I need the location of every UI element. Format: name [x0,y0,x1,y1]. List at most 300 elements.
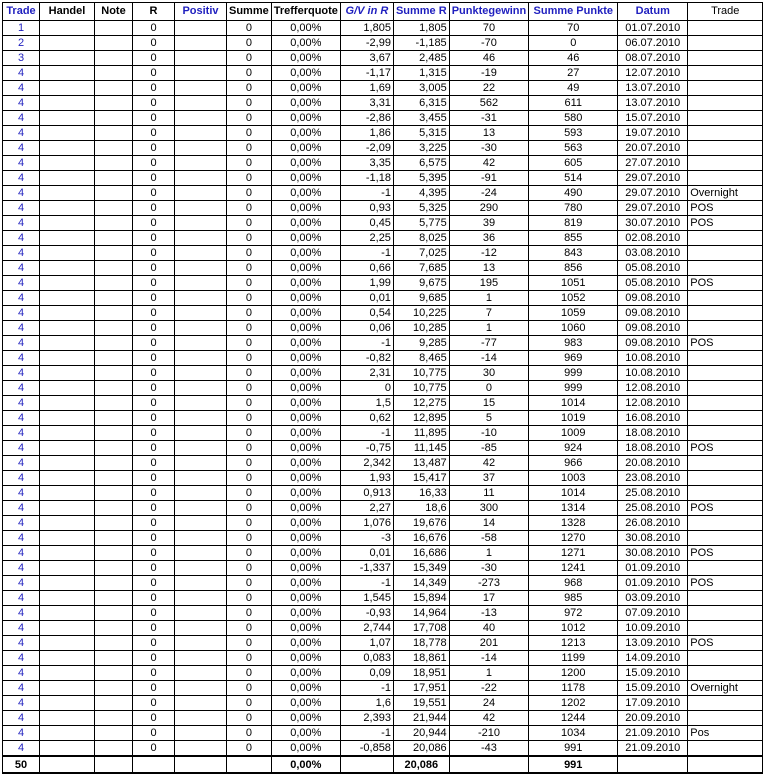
cell-summe[interactable]: 0 [227,321,272,336]
cell-trade-type[interactable] [688,471,763,486]
cell-trade[interactable]: 4 [3,126,40,141]
cell-punktegewinn[interactable]: 201 [449,636,529,651]
cell-trade[interactable]: 4 [3,396,40,411]
cell-trade-type[interactable]: Pos [688,726,763,741]
cell-trade-type[interactable] [688,261,763,276]
cell-trade-type[interactable]: POS [688,501,763,516]
cell-trade[interactable]: 4 [3,576,40,591]
cell-trade-type[interactable] [688,666,763,681]
cell-gv-in-r[interactable]: 1,93 [340,471,393,486]
cell-summe[interactable]: 0 [227,66,272,81]
cell-trefferquote[interactable]: 0,00% [271,81,340,96]
cell-note[interactable] [95,711,133,726]
cell-handel[interactable] [40,456,95,471]
cell-r[interactable]: 0 [133,486,175,501]
cell-summe[interactable]: 0 [227,351,272,366]
total-empty-cell[interactable] [618,756,688,773]
cell-handel[interactable] [40,711,95,726]
total-empty-cell[interactable] [227,756,272,773]
cell-trefferquote[interactable]: 0,00% [271,441,340,456]
cell-note[interactable] [95,171,133,186]
cell-summe[interactable]: 0 [227,666,272,681]
cell-handel[interactable] [40,621,95,636]
cell-punktegewinn[interactable]: 7 [449,306,529,321]
cell-summe[interactable]: 0 [227,246,272,261]
cell-positiv[interactable] [175,531,227,546]
cell-note[interactable] [95,636,133,651]
cell-summe[interactable]: 0 [227,231,272,246]
cell-punktegewinn[interactable]: 17 [449,591,529,606]
cell-datum[interactable]: 30.08.2010 [618,531,688,546]
col-header-trade-type[interactable]: Trade [688,3,763,21]
cell-handel[interactable] [40,471,95,486]
cell-punktegewinn[interactable]: -91 [449,171,529,186]
cell-summe[interactable]: 0 [227,36,272,51]
cell-datum[interactable]: 21.09.2010 [618,726,688,741]
cell-datum[interactable]: 30.07.2010 [618,216,688,231]
cell-summe-punkte[interactable]: 0 [529,36,618,51]
cell-punktegewinn[interactable]: 24 [449,696,529,711]
cell-datum[interactable]: 29.07.2010 [618,201,688,216]
cell-punktegewinn[interactable]: -12 [449,246,529,261]
cell-r[interactable]: 0 [133,51,175,66]
cell-note[interactable] [95,606,133,621]
cell-positiv[interactable] [175,651,227,666]
cell-trade-type[interactable] [688,486,763,501]
col-header-trefferquote[interactable]: Trefferquote [271,3,340,21]
cell-summe[interactable]: 0 [227,156,272,171]
cell-summe-r[interactable]: 4,395 [393,186,449,201]
cell-handel[interactable] [40,201,95,216]
cell-summe[interactable]: 0 [227,696,272,711]
cell-trefferquote[interactable]: 0,00% [271,741,340,757]
cell-gv-in-r[interactable]: 2,744 [340,621,393,636]
cell-handel[interactable] [40,216,95,231]
cell-gv-in-r[interactable]: -2,86 [340,111,393,126]
cell-summe-punkte[interactable]: 1009 [529,426,618,441]
cell-summe-punkte[interactable]: 27 [529,66,618,81]
cell-summe-punkte[interactable]: 968 [529,576,618,591]
cell-note[interactable] [95,621,133,636]
cell-note[interactable] [95,216,133,231]
cell-summe-r[interactable]: 9,285 [393,336,449,351]
cell-summe-punkte[interactable]: 985 [529,591,618,606]
cell-punktegewinn[interactable]: 300 [449,501,529,516]
cell-note[interactable] [95,546,133,561]
cell-positiv[interactable] [175,366,227,381]
cell-punktegewinn[interactable]: 562 [449,96,529,111]
cell-positiv[interactable] [175,426,227,441]
cell-summe-r[interactable]: 21,944 [393,711,449,726]
cell-trade-type[interactable] [688,36,763,51]
cell-r[interactable]: 0 [133,711,175,726]
cell-trade[interactable]: 4 [3,456,40,471]
cell-punktegewinn[interactable]: -273 [449,576,529,591]
cell-summe-punkte[interactable]: 514 [529,171,618,186]
cell-summe[interactable]: 0 [227,501,272,516]
cell-datum[interactable]: 19.07.2010 [618,126,688,141]
cell-note[interactable] [95,696,133,711]
cell-positiv[interactable] [175,201,227,216]
col-header-gv-in-r[interactable]: G/V in R [340,3,393,21]
cell-trefferquote[interactable]: 0,00% [271,381,340,396]
cell-positiv[interactable] [175,516,227,531]
cell-r[interactable]: 0 [133,276,175,291]
cell-summe-r[interactable]: 17,708 [393,621,449,636]
cell-note[interactable] [95,561,133,576]
cell-summe-punkte[interactable]: 1051 [529,276,618,291]
cell-summe-r[interactable]: 16,676 [393,531,449,546]
cell-trade[interactable]: 4 [3,216,40,231]
cell-gv-in-r[interactable]: 0 [340,381,393,396]
cell-punktegewinn[interactable]: -30 [449,561,529,576]
cell-trefferquote[interactable]: 0,00% [271,276,340,291]
cell-summe-r[interactable]: 6,575 [393,156,449,171]
cell-datum[interactable]: 15.09.2010 [618,681,688,696]
cell-handel[interactable] [40,636,95,651]
cell-gv-in-r[interactable]: -1 [340,681,393,696]
cell-punktegewinn[interactable]: 11 [449,486,529,501]
cell-trade-type[interactable] [688,696,763,711]
cell-datum[interactable]: 29.07.2010 [618,171,688,186]
cell-summe-punkte[interactable]: 969 [529,351,618,366]
cell-summe[interactable]: 0 [227,486,272,501]
cell-gv-in-r[interactable]: 3,31 [340,96,393,111]
cell-trade[interactable]: 4 [3,171,40,186]
cell-datum[interactable]: 06.07.2010 [618,36,688,51]
col-header-datum[interactable]: Datum [618,3,688,21]
cell-trefferquote[interactable]: 0,00% [271,216,340,231]
cell-note[interactable] [95,96,133,111]
cell-punktegewinn[interactable]: -70 [449,36,529,51]
cell-summe-punkte[interactable]: 1244 [529,711,618,726]
col-header-note[interactable]: Note [95,3,133,21]
cell-trefferquote[interactable]: 0,00% [271,396,340,411]
total-trades[interactable]: 50 [3,756,40,773]
cell-datum[interactable]: 18.08.2010 [618,441,688,456]
cell-trade[interactable]: 4 [3,441,40,456]
cell-datum[interactable]: 13.07.2010 [618,96,688,111]
cell-datum[interactable]: 10.08.2010 [618,366,688,381]
cell-summe-punkte[interactable]: 1314 [529,501,618,516]
cell-trade-type[interactable] [688,246,763,261]
cell-positiv[interactable] [175,396,227,411]
cell-positiv[interactable] [175,681,227,696]
cell-trade[interactable]: 4 [3,726,40,741]
cell-trade-type[interactable] [688,561,763,576]
cell-handel[interactable] [40,321,95,336]
cell-trefferquote[interactable]: 0,00% [271,96,340,111]
cell-punktegewinn[interactable]: 37 [449,471,529,486]
cell-r[interactable]: 0 [133,426,175,441]
cell-datum[interactable]: 01.09.2010 [618,561,688,576]
cell-summe-r[interactable]: 9,675 [393,276,449,291]
cell-note[interactable] [95,381,133,396]
cell-gv-in-r[interactable]: 3,35 [340,156,393,171]
cell-gv-in-r[interactable]: -1 [340,186,393,201]
cell-trade[interactable]: 4 [3,291,40,306]
cell-datum[interactable]: 12.08.2010 [618,396,688,411]
cell-summe[interactable]: 0 [227,606,272,621]
cell-punktegewinn[interactable]: -24 [449,186,529,201]
cell-punktegewinn[interactable]: -13 [449,606,529,621]
cell-handel[interactable] [40,336,95,351]
cell-r[interactable]: 0 [133,681,175,696]
cell-summe-r[interactable]: 2,485 [393,51,449,66]
cell-gv-in-r[interactable]: 0,54 [340,306,393,321]
cell-handel[interactable] [40,261,95,276]
cell-gv-in-r[interactable]: 2,342 [340,456,393,471]
cell-handel[interactable] [40,66,95,81]
cell-summe[interactable]: 0 [227,171,272,186]
cell-gv-in-r[interactable]: 0,01 [340,546,393,561]
cell-punktegewinn[interactable]: -19 [449,66,529,81]
cell-note[interactable] [95,486,133,501]
cell-r[interactable]: 0 [133,186,175,201]
cell-trade-type[interactable] [688,126,763,141]
cell-summe[interactable]: 0 [227,651,272,666]
cell-trade-type[interactable]: POS [688,576,763,591]
cell-trade-type[interactable] [688,321,763,336]
cell-trade-type[interactable] [688,351,763,366]
cell-summe[interactable]: 0 [227,621,272,636]
cell-summe[interactable]: 0 [227,456,272,471]
cell-trade-type[interactable] [688,516,763,531]
cell-r[interactable]: 0 [133,246,175,261]
cell-trade-type[interactable] [688,66,763,81]
cell-note[interactable] [95,531,133,546]
cell-gv-in-r[interactable]: -1 [340,576,393,591]
cell-summe-punkte[interactable]: 966 [529,456,618,471]
cell-trefferquote[interactable]: 0,00% [271,696,340,711]
cell-positiv[interactable] [175,66,227,81]
cell-note[interactable] [95,411,133,426]
cell-gv-in-r[interactable]: 0,09 [340,666,393,681]
cell-gv-in-r[interactable]: 0,06 [340,321,393,336]
cell-datum[interactable]: 25.08.2010 [618,486,688,501]
cell-trade[interactable]: 4 [3,81,40,96]
cell-datum[interactable]: 20.08.2010 [618,456,688,471]
cell-handel[interactable] [40,171,95,186]
cell-trefferquote[interactable]: 0,00% [271,171,340,186]
cell-gv-in-r[interactable]: 2,31 [340,366,393,381]
cell-trade[interactable]: 4 [3,321,40,336]
cell-positiv[interactable] [175,306,227,321]
cell-summe-punkte[interactable]: 70 [529,21,618,36]
cell-summe-r[interactable]: 19,676 [393,516,449,531]
cell-handel[interactable] [40,306,95,321]
cell-punktegewinn[interactable]: -30 [449,141,529,156]
cell-positiv[interactable] [175,741,227,757]
cell-summe-r[interactable]: 5,325 [393,201,449,216]
cell-summe-r[interactable]: 5,315 [393,126,449,141]
cell-r[interactable]: 0 [133,366,175,381]
cell-handel[interactable] [40,531,95,546]
cell-punktegewinn[interactable]: 30 [449,366,529,381]
cell-datum[interactable]: 09.08.2010 [618,321,688,336]
cell-note[interactable] [95,276,133,291]
cell-summe[interactable]: 0 [227,261,272,276]
total-summe-r[interactable]: 20,086 [393,756,449,773]
cell-trade[interactable]: 4 [3,111,40,126]
cell-summe-punkte[interactable]: 1003 [529,471,618,486]
cell-r[interactable]: 0 [133,501,175,516]
cell-datum[interactable]: 07.09.2010 [618,606,688,621]
total-empty-cell[interactable] [133,756,175,773]
cell-trade-type[interactable]: POS [688,216,763,231]
cell-gv-in-r[interactable]: 0,66 [340,261,393,276]
cell-positiv[interactable] [175,441,227,456]
total-empty-cell[interactable] [688,756,763,773]
cell-summe-r[interactable]: 8,465 [393,351,449,366]
cell-gv-in-r[interactable]: -1 [340,426,393,441]
cell-trade-type[interactable] [688,381,763,396]
cell-positiv[interactable] [175,696,227,711]
cell-summe[interactable]: 0 [227,561,272,576]
cell-handel[interactable] [40,576,95,591]
cell-gv-in-r[interactable]: 0,01 [340,291,393,306]
cell-summe[interactable]: 0 [227,441,272,456]
cell-r[interactable]: 0 [133,561,175,576]
cell-punktegewinn[interactable]: -77 [449,336,529,351]
cell-punktegewinn[interactable]: -43 [449,741,529,757]
cell-handel[interactable] [40,36,95,51]
cell-trade[interactable]: 4 [3,636,40,651]
cell-summe[interactable]: 0 [227,516,272,531]
cell-r[interactable]: 0 [133,441,175,456]
cell-gv-in-r[interactable]: -2,99 [340,36,393,51]
col-header-summe[interactable]: Summe [227,3,272,21]
total-empty-cell[interactable] [175,756,227,773]
cell-trefferquote[interactable]: 0,00% [271,201,340,216]
cell-trade[interactable]: 4 [3,261,40,276]
cell-punktegewinn[interactable]: 1 [449,666,529,681]
cell-trade[interactable]: 4 [3,546,40,561]
cell-note[interactable] [95,336,133,351]
cell-trade-type[interactable] [688,81,763,96]
cell-positiv[interactable] [175,171,227,186]
cell-summe-r[interactable]: 6,315 [393,96,449,111]
cell-summe[interactable]: 0 [227,126,272,141]
cell-positiv[interactable] [175,546,227,561]
cell-note[interactable] [95,201,133,216]
cell-summe[interactable]: 0 [227,51,272,66]
cell-datum[interactable]: 05.08.2010 [618,261,688,276]
cell-summe[interactable]: 0 [227,96,272,111]
cell-trade[interactable]: 4 [3,336,40,351]
cell-trade[interactable]: 4 [3,531,40,546]
cell-positiv[interactable] [175,231,227,246]
cell-punktegewinn[interactable]: -210 [449,726,529,741]
cell-datum[interactable]: 01.07.2010 [618,21,688,36]
cell-trefferquote[interactable]: 0,00% [271,186,340,201]
cell-trefferquote[interactable]: 0,00% [271,561,340,576]
cell-datum[interactable]: 15.09.2010 [618,666,688,681]
cell-trade-type[interactable]: POS [688,201,763,216]
cell-trade[interactable]: 4 [3,381,40,396]
cell-summe-punkte[interactable]: 580 [529,111,618,126]
cell-punktegewinn[interactable]: -10 [449,426,529,441]
cell-r[interactable]: 0 [133,126,175,141]
total-empty-cell[interactable] [340,756,393,773]
cell-handel[interactable] [40,51,95,66]
cell-note[interactable] [95,36,133,51]
cell-punktegewinn[interactable]: 14 [449,516,529,531]
cell-r[interactable]: 0 [133,396,175,411]
cell-summe-r[interactable]: 5,395 [393,171,449,186]
cell-summe-r[interactable]: 15,894 [393,591,449,606]
cell-summe-punkte[interactable]: 924 [529,441,618,456]
cell-handel[interactable] [40,111,95,126]
cell-handel[interactable] [40,696,95,711]
cell-r[interactable]: 0 [133,261,175,276]
cell-gv-in-r[interactable]: 2,25 [340,231,393,246]
cell-summe-r[interactable]: 14,964 [393,606,449,621]
cell-summe-punkte[interactable]: 856 [529,261,618,276]
cell-trefferquote[interactable]: 0,00% [271,111,340,126]
cell-trefferquote[interactable]: 0,00% [271,711,340,726]
cell-trefferquote[interactable]: 0,00% [271,231,340,246]
cell-gv-in-r[interactable]: -0,858 [340,741,393,757]
cell-summe[interactable]: 0 [227,366,272,381]
cell-trefferquote[interactable]: 0,00% [271,531,340,546]
cell-note[interactable] [95,156,133,171]
cell-trade[interactable]: 4 [3,681,40,696]
cell-trade[interactable]: 4 [3,666,40,681]
cell-datum[interactable]: 17.09.2010 [618,696,688,711]
cell-r[interactable]: 0 [133,726,175,741]
cell-note[interactable] [95,51,133,66]
cell-punktegewinn[interactable]: 46 [449,51,529,66]
cell-handel[interactable] [40,351,95,366]
cell-r[interactable]: 0 [133,666,175,681]
cell-note[interactable] [95,126,133,141]
cell-handel[interactable] [40,486,95,501]
cell-handel[interactable] [40,606,95,621]
cell-summe[interactable]: 0 [227,426,272,441]
cell-gv-in-r[interactable]: 0,083 [340,651,393,666]
cell-note[interactable] [95,186,133,201]
cell-trade-type[interactable]: POS [688,546,763,561]
cell-trade[interactable]: 4 [3,516,40,531]
cell-trefferquote[interactable]: 0,00% [271,306,340,321]
cell-trefferquote[interactable]: 0,00% [271,156,340,171]
cell-summe-punkte[interactable]: 999 [529,366,618,381]
cell-handel[interactable] [40,411,95,426]
cell-trefferquote[interactable]: 0,00% [271,471,340,486]
cell-summe-r[interactable]: 1,805 [393,21,449,36]
cell-note[interactable] [95,246,133,261]
cell-note[interactable] [95,81,133,96]
cell-summe-punkte[interactable]: 1014 [529,486,618,501]
cell-note[interactable] [95,21,133,36]
cell-handel[interactable] [40,156,95,171]
cell-summe-punkte[interactable]: 1178 [529,681,618,696]
cell-handel[interactable] [40,741,95,757]
cell-r[interactable]: 0 [133,606,175,621]
cell-handel[interactable] [40,666,95,681]
cell-summe-r[interactable]: 20,944 [393,726,449,741]
cell-trade-type[interactable] [688,171,763,186]
cell-trefferquote[interactable]: 0,00% [271,126,340,141]
cell-positiv[interactable] [175,591,227,606]
cell-r[interactable]: 0 [133,201,175,216]
cell-positiv[interactable] [175,21,227,36]
cell-r[interactable]: 0 [133,66,175,81]
cell-r[interactable]: 0 [133,351,175,366]
cell-summe[interactable]: 0 [227,276,272,291]
cell-punktegewinn[interactable]: 40 [449,621,529,636]
